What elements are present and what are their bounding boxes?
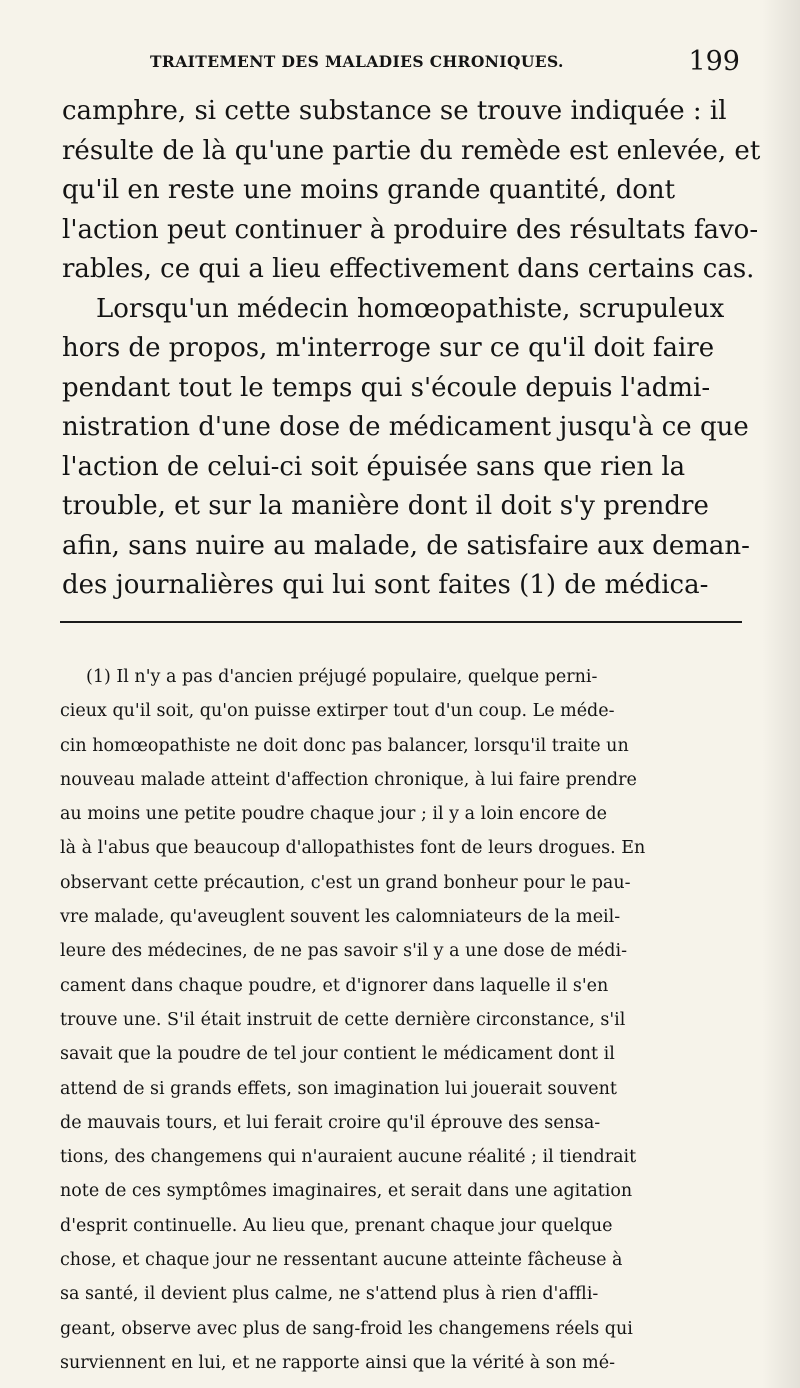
footnote-line: attend de si grands effets, son imagination lui jouerait souvent [60, 1078, 617, 1099]
footnote-line: cament dans chaque poudre, et d'ignorer dans laquelle il s'en [60, 975, 609, 996]
footnote-line: tions, des changemens qui n'auraient aucune réalité ; il tiendrait [60, 1147, 637, 1168]
text-line: trouble, et sur la manière dont il doit s'y prendre [62, 491, 709, 521]
paragraph-start-line: Lorsqu'un médecin homœopathiste, scrupuleux [96, 293, 725, 324]
footnote-line: sa santé, il devient plus calme, ne s'attend plus à rien d'affli- [60, 1284, 599, 1305]
text-line: des journalières qui lui sont faites (1) de médica- [62, 570, 709, 600]
footnote-line: là à l'abus que beaucoup d'allopathistes font de leurs drogues. En [60, 838, 646, 859]
footnote-line: chose, et chaque jour ne ressentant aucune atteinte fâcheuse à [60, 1250, 623, 1271]
running-title: TRAITEMENT DES MALADIES CHRONIQUES. [150, 52, 564, 71]
footnote-line: observant cette précaution, c'est un grand bonheur pour le pau- [60, 872, 631, 893]
footnote-line: surviennent en lui, et ne rapporte ainsi que la vérité à son mé- [60, 1352, 615, 1373]
footnote-line: leure des médecines, de ne pas savoir s'il y a une dose de médi- [60, 941, 627, 962]
footnote-line: note de ces symptômes imaginaires, et serait dans une agitation [60, 1181, 633, 1202]
page-header [150, 46, 740, 90]
text-line: camphre, si cette substance se trouve indiquée : il [62, 96, 727, 126]
footnote-line: vre malade, qu'aveuglent souvent les calomniateurs de la meil- [60, 907, 621, 928]
footnote-line: geant, observe avec plus de sang-froid les changemens réels qui [60, 1318, 633, 1339]
footnote-line: au moins une petite poudre chaque jour ; il y a loin encore de [60, 804, 607, 825]
text-line: résulte de là qu'une partie du remède est enlevée, et [62, 135, 761, 166]
main-text [62, 92, 761, 606]
footnote-line: cieux qu'il soit, qu'on puisse extirper tout d'un coup. Le méde- [60, 701, 615, 722]
text-line: nistration d'une dose de médicament jusqu'à ce que [62, 412, 749, 442]
footnote-line: d'esprit continuelle. Au lieu que, prenant chaque jour quelque [60, 1215, 613, 1236]
footnote-line: cin homœopathiste ne doit donc pas balancer, lorsqu'il traite un [60, 735, 629, 756]
text-line: rables, ce qui a lieu effectivement dans certains cas. [62, 254, 755, 284]
text-line: qu'il en reste une moins grande quantité, dont [62, 175, 676, 205]
footnote-line: trouve une. S'il était instruit de cette dernière circonstance, s'il [60, 1009, 626, 1030]
footnote-line: nouveau malade atteint d'affection chronique, à lui faire prendre [60, 769, 637, 790]
footnote-line: (1) Il n'y a pas d'ancien préjugé populaire, quelque perni- [86, 667, 598, 687]
text-line: l'action de celui-ci soit épuisée sans que rien la [62, 451, 686, 482]
text-line: hors de propos, m'interroge sur ce qu'il doit faire [62, 333, 715, 363]
footnote-line: de mauvais tours, et lui ferait croire qu'il éprouve des sensa- [60, 1112, 601, 1133]
page-number: 199 [688, 46, 740, 77]
footnote [60, 660, 750, 1380]
text-line: l'action peut continuer à produire des résultats favo- [62, 214, 759, 245]
footnote-divider [60, 621, 742, 623]
text-line: pendant tout le temps qui s'écoule depuis l'admi- [62, 372, 711, 403]
text-line: afin, sans nuire au malade, de satisfaire aux deman- [62, 530, 750, 561]
page-edge-shadow [762, 0, 800, 1388]
footnote-line: savait que la poudre de tel jour contient le médicament dont il [60, 1044, 615, 1065]
